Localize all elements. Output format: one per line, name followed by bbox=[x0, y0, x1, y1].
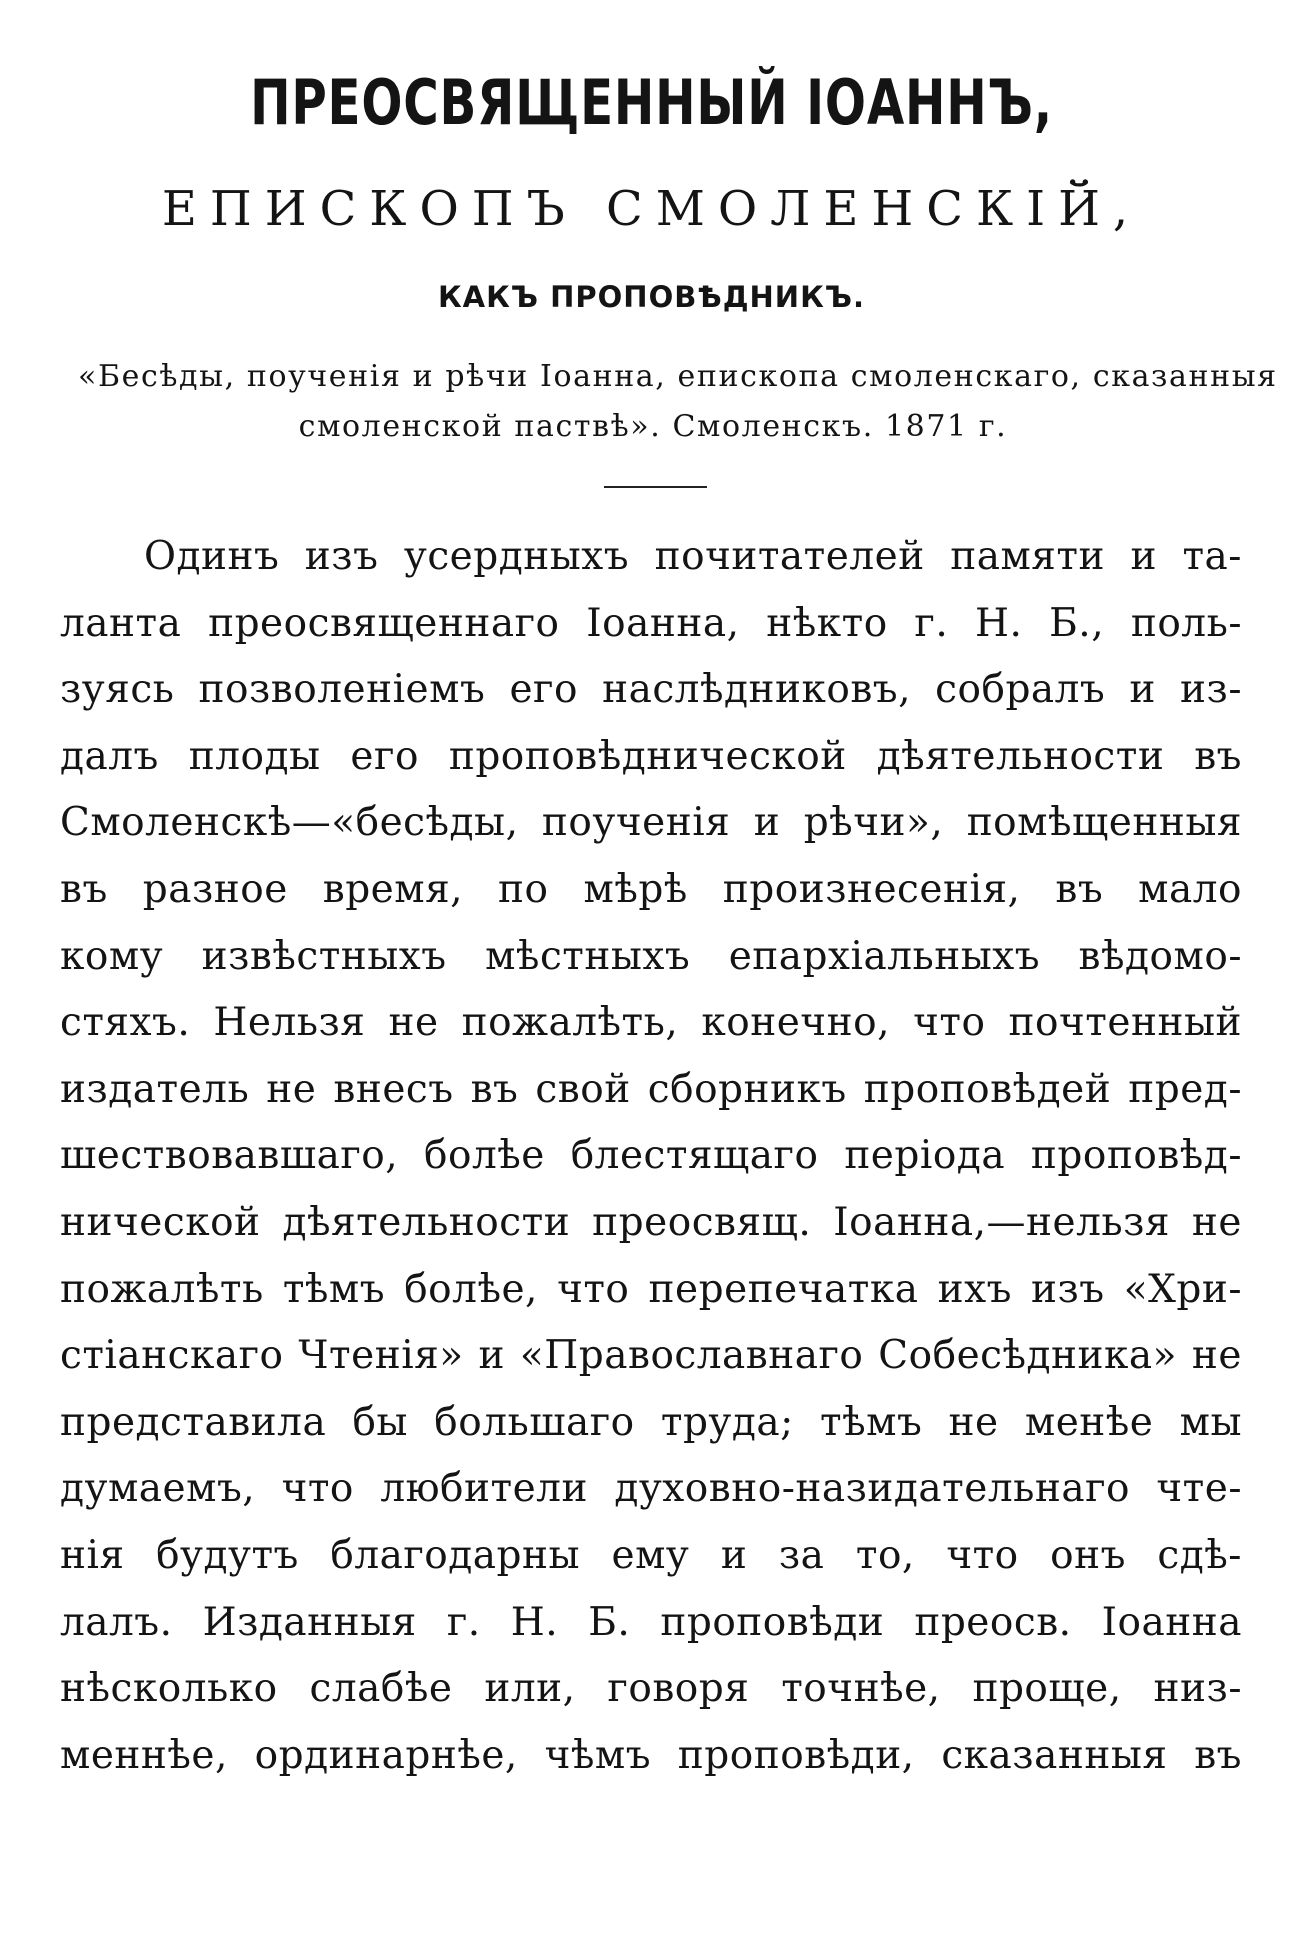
text-line: зуясь позволеніемъ его наслѣдниковъ, собралъ и из- bbox=[60, 667, 1242, 713]
text-line: стяхъ. Нельзя не пожалѣть, конечно, что почтенный bbox=[60, 1000, 1242, 1046]
text-line: нія будутъ благодарны ему и за то, что онъ сдѣ- bbox=[60, 1532, 1242, 1578]
text-line: въ разное время, по мѣрѣ произнесенія, въ мало bbox=[60, 866, 1242, 912]
text-line: думаемъ, что любители духовно-назидательнаго чте- bbox=[60, 1466, 1242, 1512]
text-line: шествовавшаго, болѣе блестящаго періода проповѣд- bbox=[60, 1133, 1242, 1179]
text-line: стіанскаго Чтенія» и «Православнаго Собесѣдника» не bbox=[60, 1333, 1242, 1379]
text-line: лалъ. Изданныя г. Н. Б. проповѣди преосв. Іоанна bbox=[60, 1599, 1242, 1645]
citation-line: смоленской паствѣ». Смоленскъ. 1871 г. bbox=[298, 409, 1008, 444]
text-line: Одинъ изъ усердныхъ почитателей памяти и та- bbox=[144, 534, 1242, 579]
divider-rule bbox=[604, 486, 707, 488]
text-line: издатель не внесъ въ свой сборникъ проповѣдей пред- bbox=[60, 1066, 1242, 1112]
text-line: далъ плоды его проповѣднической дѣятельности въ bbox=[60, 733, 1242, 779]
page-subtitle: ЕПИСКОПЪ СМОЛЕНСКІЙ, bbox=[161, 181, 1142, 237]
text-line: нѣсколько слабѣе или, говоря точнѣе, проще, низ- bbox=[60, 1666, 1242, 1712]
body-paragraph bbox=[60, 524, 1242, 1789]
text-line: Смоленскѣ—«бесѣды, поученія и рѣчи», помѣщенныя bbox=[60, 800, 1242, 846]
text-line: ланта преосвященнаго Іоанна, нѣкто г. Н. Б., поль- bbox=[60, 600, 1242, 646]
bibliographic-citation bbox=[78, 352, 1278, 452]
text-line: нической дѣятельности преосвящ. Іоанна,—нельзя не bbox=[60, 1199, 1242, 1245]
page-title: ПРЕОСВЯЩЕННЫЙ ІОАННЪ, bbox=[250, 66, 1053, 139]
text-line: меннѣе, ординарнѣе, чѣмъ проповѣди, сказанныя въ bbox=[60, 1732, 1242, 1778]
section-heading: КАКЪ ПРОПОВѢДНИКЪ. bbox=[437, 280, 866, 314]
text-line: кому извѣстныхъ мѣстныхъ епархіальныхъ вѣдомо- bbox=[60, 933, 1242, 979]
text-line: пожалѣть тѣмъ болѣе, что перепечатка ихъ изъ «Хри- bbox=[60, 1266, 1242, 1312]
citation-line: «Бесѣды, поученія и рѣчи Іоанна, епископа смоленскаго, сказанныя bbox=[78, 359, 1278, 394]
text-line: представила бы большаго труда; тѣмъ не менѣе мы bbox=[60, 1399, 1242, 1445]
